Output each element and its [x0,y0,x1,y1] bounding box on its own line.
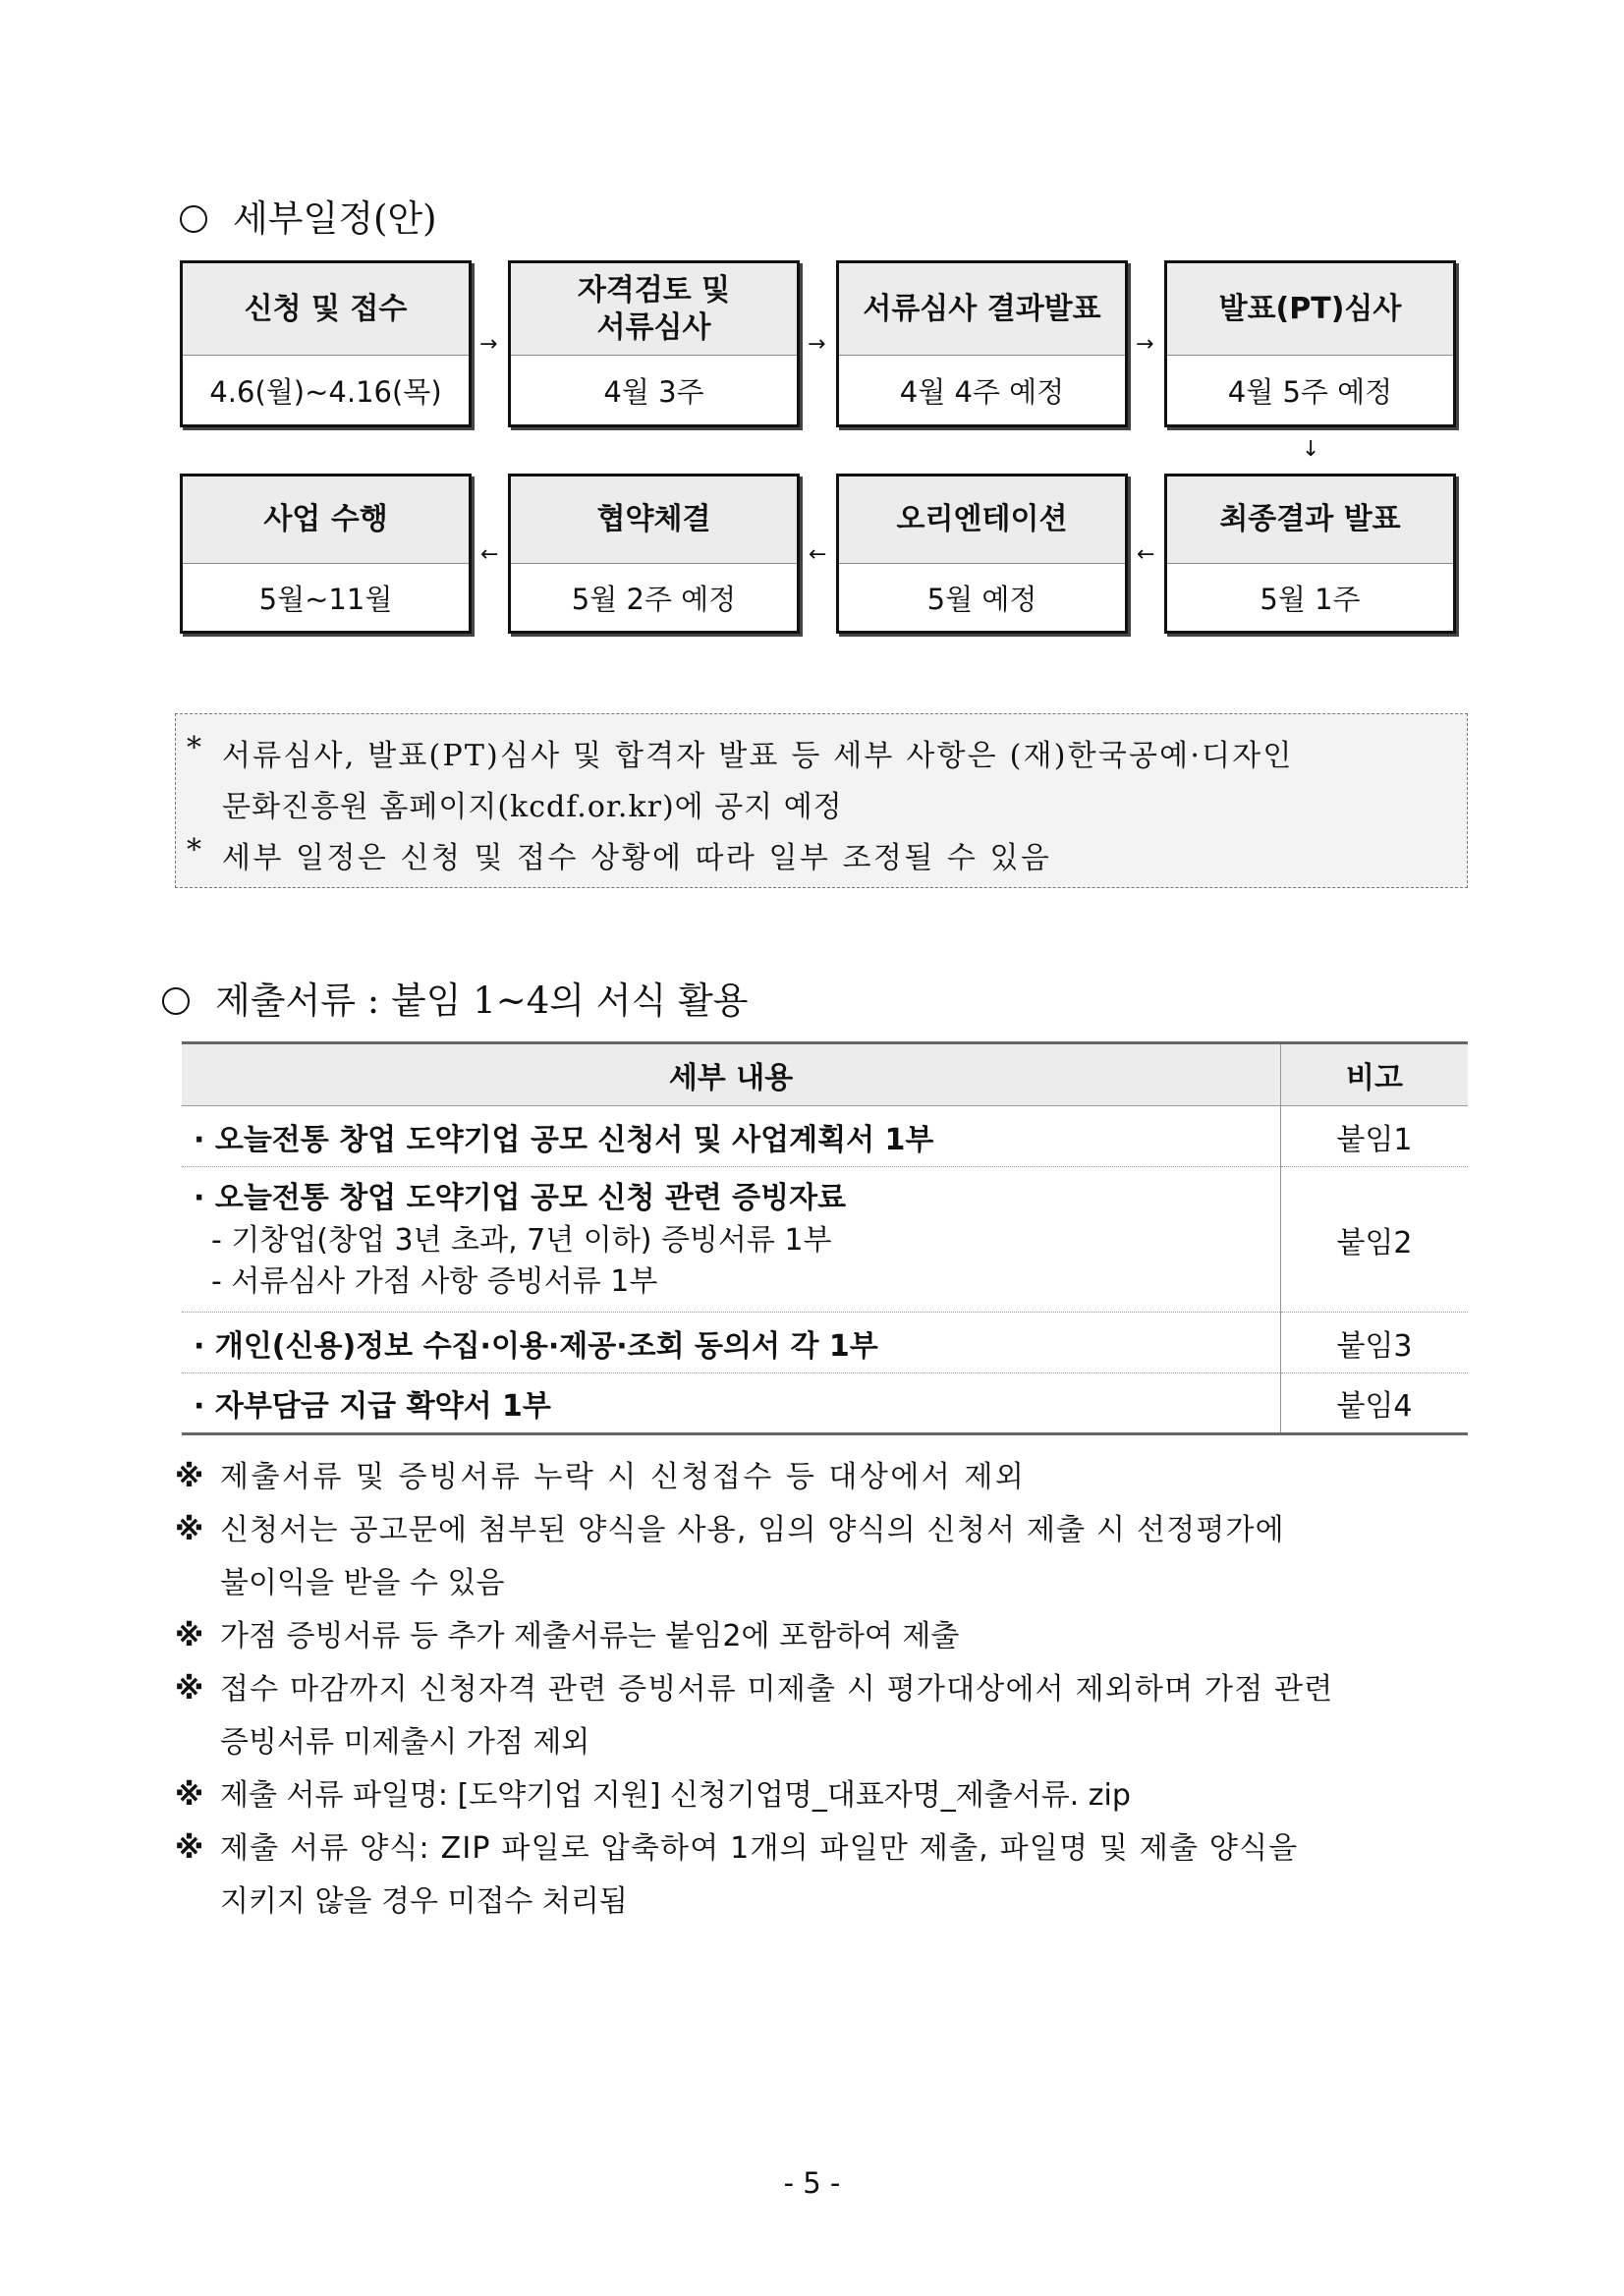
arrow-right-icon: → [1136,332,1154,357]
table-row: · 오늘전통 창업 도약기업 공모 신청 관련 증빙자료 - 기창업(창업 3년 초과, 7년 이하) 증빙서류 1부 - 서류심사 가점 사항 증빙서류 1부 붙임2 [182,1167,1468,1313]
table-row: · 오늘전통 창업 도약기업 공모 신청서 및 사업계획서 1부 붙임1 [182,1106,1468,1167]
step-date: 4.6(월)~4.16(목) [209,375,442,409]
schedule-heading: 세부일정(안) [180,189,437,242]
step-title: 최종결과 발표 [1167,476,1453,564]
step-date: 5월 예정 [926,583,1037,616]
remark-item: ※ 가점 증빙서류 등 추가 제출서류는 붙임2에 포함하여 제출 [175,1619,960,1653]
note-mark: * [187,833,202,868]
arrow-left-icon: ← [1137,542,1155,567]
remark-item: ※ 제출 서류 양식: ZIP 파일로 압축하여 1개의 파일만 제출, 파일명 및 제출 양식을 지키지 않을 경우 미접수 처리됨 [175,1831,1299,1919]
schedule-step-execution [180,474,472,634]
circle-bullet-icon [162,987,190,1015]
step-title: 협약체결 [511,476,797,564]
step-date: 4월 4주 예정 [899,375,1065,409]
column-header-note: 비고 [1281,1043,1469,1106]
step-date: 5월~11월 [258,583,393,616]
arrow-right-icon: → [479,332,498,357]
note-line-2: 세부 일정은 신청 및 접수 상황에 따라 일부 조정될 수 있음 [222,841,1052,875]
remark-item: ※ 제출서류 및 증빙서류 누락 시 신청접수 등 대상에서 제외 [175,1460,1027,1494]
step-title: 발표(PT)심사 [1167,263,1453,356]
documents-heading: 제출서류 : 붙임 1~4의 서식 활용 [162,971,749,1024]
schedule-step-final [1164,474,1456,634]
arrow-right-icon: → [808,332,826,357]
schedule-step-agreement [508,474,800,634]
remark-item: ※ 제출 서류 파일명: [도약기업 지원] 신청기업명_대표자명_제출서류. zip [175,1778,1131,1813]
table-row: · 자부담금 지급 확약서 1부 붙임4 [182,1373,1468,1434]
step-title: 신청 및 접수 [183,263,469,356]
remark-item: ※ 접수 마감까지 신청자격 관련 증빙서류 미제출 시 평가대상에서 제외하며 가점 관련 증빙서류 미제출시 가점 제외 [175,1672,1334,1760]
schedule-step-pt [1164,260,1456,427]
step-title: 서류심사 결과발표 [839,263,1125,356]
step-title: 사업 수행 [183,476,469,564]
arrow-left-icon: ← [809,542,827,567]
step-date: 5월 2주 예정 [571,583,737,616]
schedule-step-orientation [836,474,1128,634]
step-date: 4월 3주 [603,375,704,409]
schedule-step-doc-result [836,260,1128,427]
remark-item: ※ 신청서는 공고문에 첨부된 양식을 사용, 임의 양식의 신청서 제출 시 선정평가에 불이익을 받을 수 있음 [175,1513,1285,1600]
note-mark: * [187,731,202,765]
arrow-left-icon: ← [480,542,499,567]
note-line-1: 서류심사, 발표(PT)심사 및 합격자 발표 등 세부 사항은 (재)한국공예·디자인 [222,739,1294,773]
step-date: 4월 5주 예정 [1227,375,1393,409]
step-date: 5월 1주 [1260,583,1361,616]
schedule-step-review [508,260,800,427]
note-line-1-cont: 문화진흥원 홈페이지(kcdf.or.kr)에 공지 예정 [222,790,843,824]
step-title: 오리엔테이션 [839,476,1125,564]
documents-table [182,1041,1468,1435]
column-header-content: 세부 내용 [182,1043,1281,1106]
page-number: - 5 - [783,2166,841,2200]
schedule-step-apply [180,260,472,427]
circle-bullet-icon [180,205,207,233]
arrow-down-icon: ↓ [1302,437,1320,462]
step-title: 자격검토 및 서류심사 [511,263,797,356]
table-row: · 개인(신용)정보 수집·이용·제공·조회 동의서 각 1부 붙임3 [182,1313,1468,1373]
